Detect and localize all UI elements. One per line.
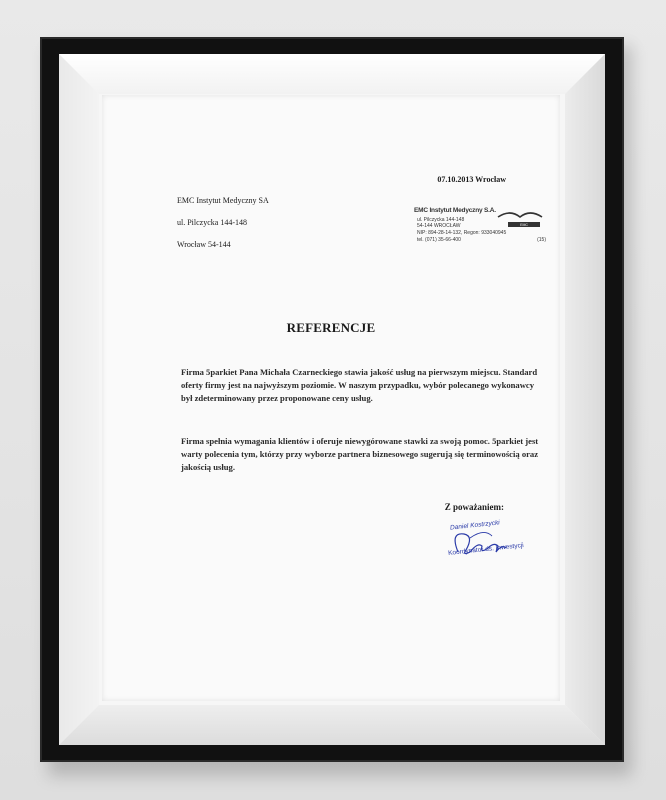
stamp-company-name: EMC Instytut Medyczny S.A. <box>414 207 496 214</box>
sender-street: ul. Pilczycka 144-148 <box>177 218 247 227</box>
picture-frame <box>40 37 624 762</box>
letter-paragraph: Firma 5parkiet Pana Michała Czarneckiego stawia jakość usług na pierwszym miejscu. Standard oferty firmy jest na najwyższym poziomie. W naszym przypadku, wybór polecanego wykonawcy był zdeterminowany przez proponowane ceny usług. <box>181 367 538 403</box>
sender-city: Wrocław 54-144 <box>177 240 231 249</box>
mat-bevel-left <box>59 54 99 745</box>
date-place: 07.10.2013 Wrocław <box>437 175 506 184</box>
closing-phrase: Z poważaniem: <box>444 502 504 512</box>
mat-bevel-bottom <box>59 705 605 745</box>
signer-title: Koordynator ds. Inwestycji <box>447 542 525 557</box>
company-stamp <box>414 207 546 247</box>
stamp-number: (15) <box>537 237 546 243</box>
stamp-line: ul. Pilczycka 144-148 <box>417 217 465 223</box>
mat-bevel-top <box>59 54 605 94</box>
stamp-line: 54-144 WROCŁAW <box>417 223 461 229</box>
sender-address <box>177 195 269 261</box>
stamp-line: NIP: 894-28-14-132, Regon: 933040945 <box>417 230 507 236</box>
signer-name: Daniel Kostrzycki <box>449 519 501 532</box>
letter-paragraph: Firma spełnia wymagania klientów i oferuje niewygórowane stawki za swoją pomoc. 5parkiet jest warty polecenia tym, którzy przy wyborze partnera biznesowego sugerują się terminowością oraz jakością usług. <box>181 436 539 472</box>
svg-text:EMC: EMC <box>520 223 528 227</box>
stamp-line: tel. (071) 35-66-400 <box>417 237 461 243</box>
letter-title: REFERENCJE <box>286 320 376 335</box>
frame-mat <box>59 54 605 745</box>
signature-stamp <box>440 516 550 576</box>
seagull-logo-icon <box>496 209 544 231</box>
mat-bevel-right <box>565 54 605 745</box>
reference-letter <box>102 95 560 701</box>
sender-company: EMC Instytut Medyczny SA <box>177 196 269 205</box>
